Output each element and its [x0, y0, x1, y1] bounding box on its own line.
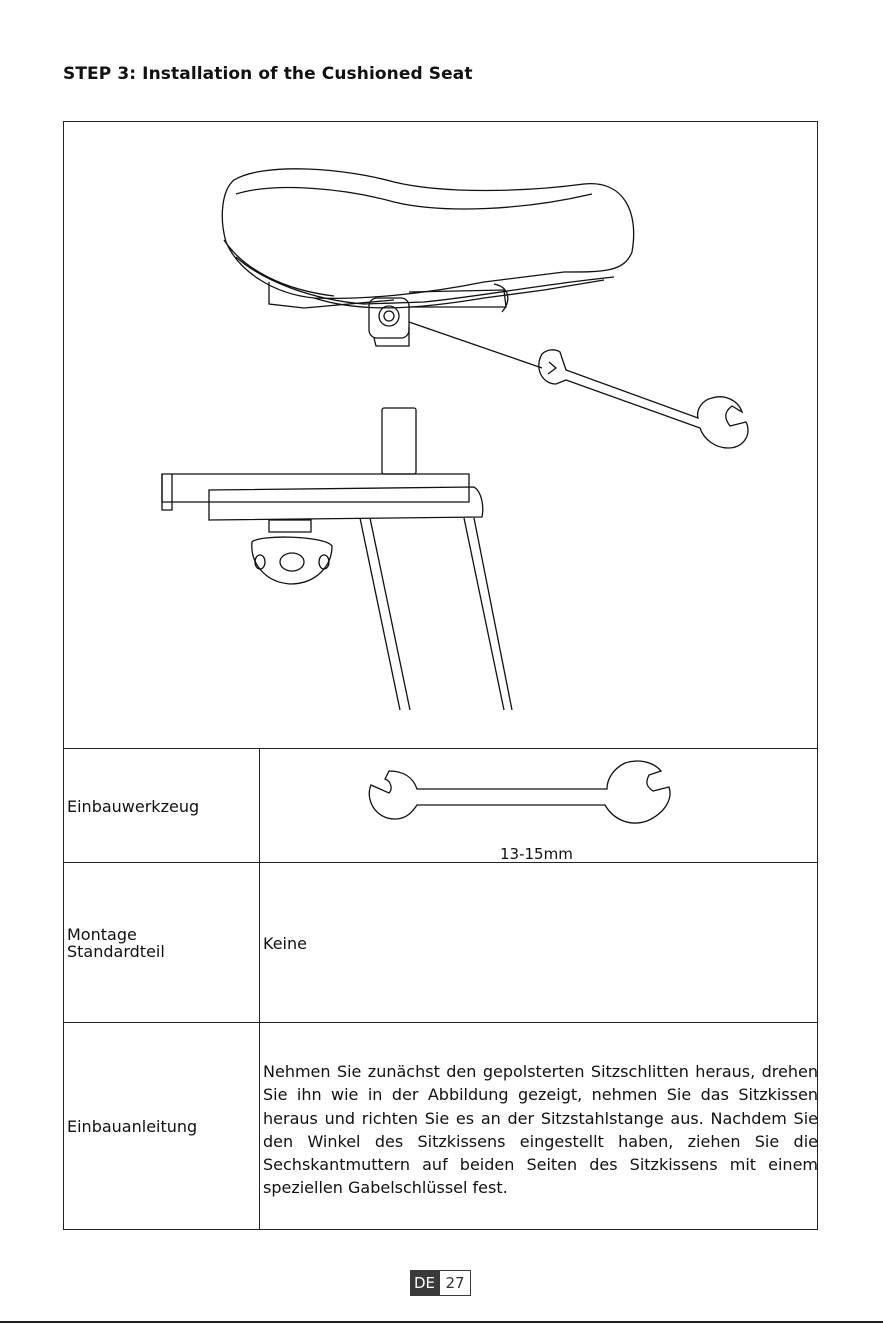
table-divider	[64, 862, 817, 863]
seat-assembly-illustration	[64, 122, 817, 748]
page-number: 27	[439, 1270, 471, 1296]
standard-part-label	[67, 926, 165, 960]
standard-part-label-line1: Montage	[67, 925, 137, 944]
standard-part-label-line2: Standardteil	[67, 942, 165, 961]
table-column-divider	[259, 748, 260, 1230]
table-divider	[64, 748, 817, 749]
instructions-label: Einbauanleitung	[67, 1117, 198, 1136]
tool-size-label: 13-15mm	[500, 845, 573, 863]
instructions-text: Nehmen Sie zunächst den gepolsterten Sitzschlitten heraus, drehen Sie ihn wie in der Abbildung gezeigt, nehmen Sie das Sitzkissen heraus und richten Sie es an der Sitzstahlstange aus. Nachdem Sie den Winkel des Sitzkissens eingestellt haben, ziehen Sie die Sechskantmuttern auf beiden Seiten des Sitzkissens mit einem speziellen Gabelschlüssel fest.	[263, 1062, 818, 1198]
open-end-wrench-icon	[361, 759, 681, 839]
standard-part-value: Keine	[263, 934, 307, 953]
bottom-rule	[0, 1321, 883, 1323]
language-badge: DE	[410, 1270, 439, 1296]
page-title: STEP 3: Installation of the Cushioned Seat	[63, 64, 473, 84]
tool-label: Einbauwerkzeug	[67, 797, 200, 816]
instruction-sheet	[63, 121, 818, 1230]
page-footer	[410, 1270, 471, 1296]
table-divider	[64, 1022, 817, 1023]
